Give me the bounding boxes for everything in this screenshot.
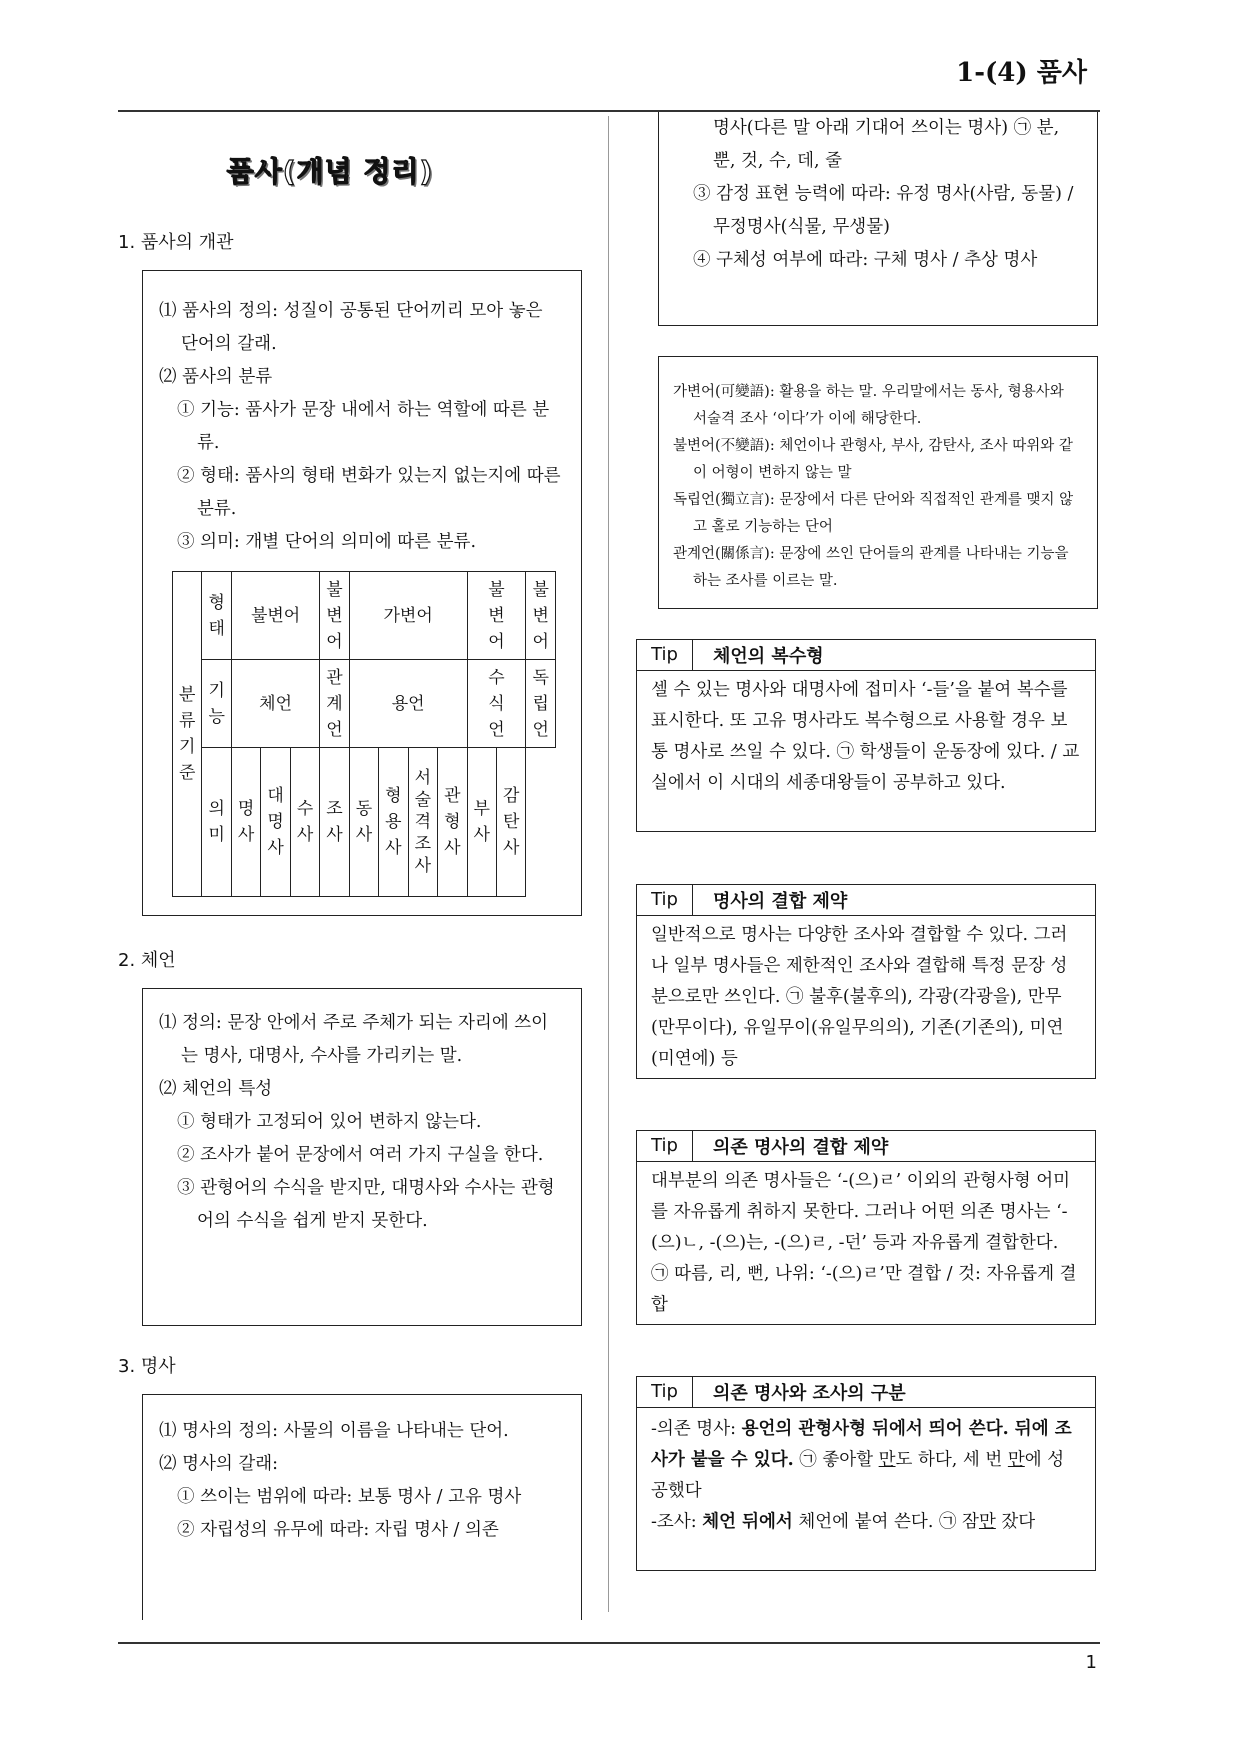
chapter-header: 1-(4) 품사	[956, 58, 1087, 88]
meaning-adjective: 형용사	[379, 748, 408, 897]
form-invariable-2: 불변어	[320, 572, 349, 660]
glossary-relational: 관계언(關係言): 문장에 쓰인 단어들의 관계를 나타내는 기능을 하는 조사를 이르는 말.	[673, 546, 1069, 589]
section-2-heading: 2. 체언	[118, 950, 176, 971]
tip-dependent-noun-restriction	[636, 1130, 1096, 1325]
row-meaning-label: 의미	[202, 748, 231, 897]
substantive-definition: ⑴ 정의: 문장 안에서 주로 주체가 되는 자리에 쓰이는 명사, 대명사, 수사를 가리키는 말.	[159, 1013, 549, 1066]
classification-function: ① 기능: 품사가 문장 내에서 하는 역할에 따른 분류.	[177, 400, 550, 453]
function-predicate: 용언	[349, 660, 467, 748]
tip-title: 의존 명사의 결합 제약	[713, 1137, 889, 1158]
meaning-particle: 조사	[320, 748, 349, 897]
classification-table	[172, 571, 556, 897]
criterion-cell: 분류 기준	[173, 572, 202, 897]
tip-title: 명사의 결합 제약	[713, 891, 848, 912]
meaning-adverb: 부사	[467, 748, 496, 897]
noun-box	[142, 1394, 582, 1620]
page-title: 품사(개념 정리)	[226, 155, 434, 188]
meaning-numeral: 수사	[290, 748, 319, 897]
noun-type-range: ① 쓰이는 범위에 따라: 보통 명사 / 고유 명사	[177, 1487, 522, 1507]
meaning-interjection: 감탄사	[496, 748, 525, 897]
row-form-label: 형태	[202, 572, 231, 660]
classification-meaning: ③ 의미: 개별 단어의 의미에 따른 분류.	[177, 532, 477, 552]
function-substantive: 체언	[231, 660, 319, 748]
tip-label: Tip	[637, 1377, 693, 1407]
tip-body: 셀 수 있는 명사와 대명사에 접미사 ‘-들’을 붙여 복수를 표시한다. 또 고유 명사라도 복수형으로 사용할 경우 보통 명사로 쓰일 수 있다. ㉠ 학생들이 운동장에 있다. / 교실에서 이 시대의 세종대왕들이 공부하고 있다.	[651, 680, 1080, 793]
row-function-label: 기능	[202, 660, 231, 748]
meaning-noun: 명사	[231, 748, 260, 897]
tip-label: Tip	[637, 640, 693, 670]
section-1-heading: 1. 품사의 개관	[118, 232, 234, 253]
noun-type-dependent-cont: 명사(다른 말 아래 기대어 쓰이는 명사) ㉠ 분, 뿐, 것, 수, 데, 줄	[713, 118, 1060, 171]
glossary-variable: 가변어(可變語): 활용을 하는 말. 우리말에서는 동사, 형용사와 서술격 조사 ‘이다’가 이에 해당한다.	[673, 384, 1064, 427]
tip-title: 의존 명사와 조사의 구분	[713, 1383, 906, 1404]
form-invariable-3: 불변어	[467, 572, 526, 660]
glossary-independent: 독립언(獨立言): 문장에서 다른 단어와 직접적인 관계를 맺지 않고 홀로 기능하는 단어	[673, 492, 1074, 535]
meaning-determiner: 관형사	[438, 748, 467, 897]
tip-body: 일반적으로 명사는 다양한 조사와 결합할 수 있다. 그러나 일부 명사들은 제한적인 조사와 결합해 특정 문장 성분으로만 쓰인다. ㉠ 불후(불후의), 각광(각광을), 만무(만무이다), 유일무이(유일무의의), 기존(기존의), 미연(미연에) 등	[651, 925, 1068, 1069]
meaning-copula: 서술격조사	[408, 748, 437, 897]
tip-line-particle: -조사: 체언 뒤에서 체언에 붙여 쓴다. ㉠ 잠만 잤다	[651, 1512, 1036, 1532]
tip-title: 체언의 복수형	[713, 646, 824, 667]
tip-label: Tip	[637, 1131, 693, 1161]
tip-noun-restriction	[636, 884, 1096, 1079]
noun-types-heading: ⑵ 명사의 갈래:	[159, 1454, 279, 1474]
form-variable: 가변어	[349, 572, 467, 660]
tip-line-dependent-noun: -의존 명사: 용언의 관형사형 뒤에서 띄어 쓴다. 뒤에 조사가 붙을 수 있다. ㉠ 좋아할 만도 하다, 세 번 만에 성공했다	[651, 1419, 1072, 1501]
pos-classification-heading: ⑵ 품사의 분류	[159, 367, 273, 387]
tip-label: Tip	[637, 885, 693, 915]
noun-box-continued	[658, 112, 1098, 326]
column-divider	[608, 116, 609, 1612]
noun-type-independence: ② 자립성의 유무에 따라: 자립 명사 / 의존	[177, 1520, 499, 1540]
page-number: 1	[1085, 1652, 1097, 1673]
form-invariable-4: 불변어	[526, 572, 556, 660]
footer-rule	[118, 1642, 1100, 1644]
function-modifier: 수식언	[467, 660, 526, 748]
noun-definition: ⑴ 명사의 정의: 사물의 이름을 나타내는 단어.	[159, 1421, 509, 1441]
substantive-feature-3: ③ 관형어의 수식을 받지만, 대명사와 수사는 관형어의 수식을 쉽게 받지 못한다.	[177, 1178, 555, 1231]
substantive-box	[142, 988, 582, 1326]
form-invariable-1: 불변어	[231, 572, 319, 660]
glossary-invariable: 불변어(不變語): 체언이나 관형사, 부사, 감탄사, 조사 따위와 같이 어형이 변하지 않는 말	[673, 438, 1073, 481]
substantive-feature-2: ② 조사가 붙어 문장에서 여러 가지 구실을 한다.	[177, 1145, 544, 1165]
tip-dependent-noun-vs-particle	[636, 1376, 1096, 1571]
tip-plural	[636, 639, 1096, 832]
function-independent: 독립언	[526, 660, 556, 748]
meaning-pronoun: 대명사	[261, 748, 290, 897]
glossary-box	[658, 356, 1098, 609]
meaning-verb: 동사	[349, 748, 378, 897]
section-3-heading: 3. 명사	[118, 1356, 176, 1377]
classification-form: ② 형태: 품사의 형태 변화가 있는지 없는지에 따른 분류.	[177, 466, 561, 519]
substantive-feature-1: ① 형태가 고정되어 있어 변하지 않는다.	[177, 1112, 482, 1132]
substantive-features-heading: ⑵ 체언의 특성	[159, 1079, 273, 1099]
function-relational: 관계언	[320, 660, 349, 748]
tip-body: 대부분의 의존 명사들은 ‘-(으)ㄹ’ 이외의 관형사형 어미를 자유롭게 취하지 못한다. 그러나 어떤 의존 명사는 ‘-(으)ㄴ, -(으)는, -(으)ㄹ, -던’ 등과 자유롭게 결합한다. ㉠ 따름, 리, 뻔, 나위: ‘-(으)ㄹ’만 결합 / 것: 자유롭게 결합	[651, 1171, 1077, 1315]
noun-type-concreteness: ④ 구체성 여부에 따라: 구체 명사 / 추상 명사	[693, 250, 1038, 270]
pos-definition: ⑴ 품사의 정의: 성질이 공통된 단어끼리 모아 놓은 단어의 갈래.	[159, 301, 543, 354]
noun-type-emotion: ③ 감정 표현 능력에 따라: 유정 명사(사람, 동물) / 무정명사(식물, 무생물)	[693, 184, 1074, 237]
